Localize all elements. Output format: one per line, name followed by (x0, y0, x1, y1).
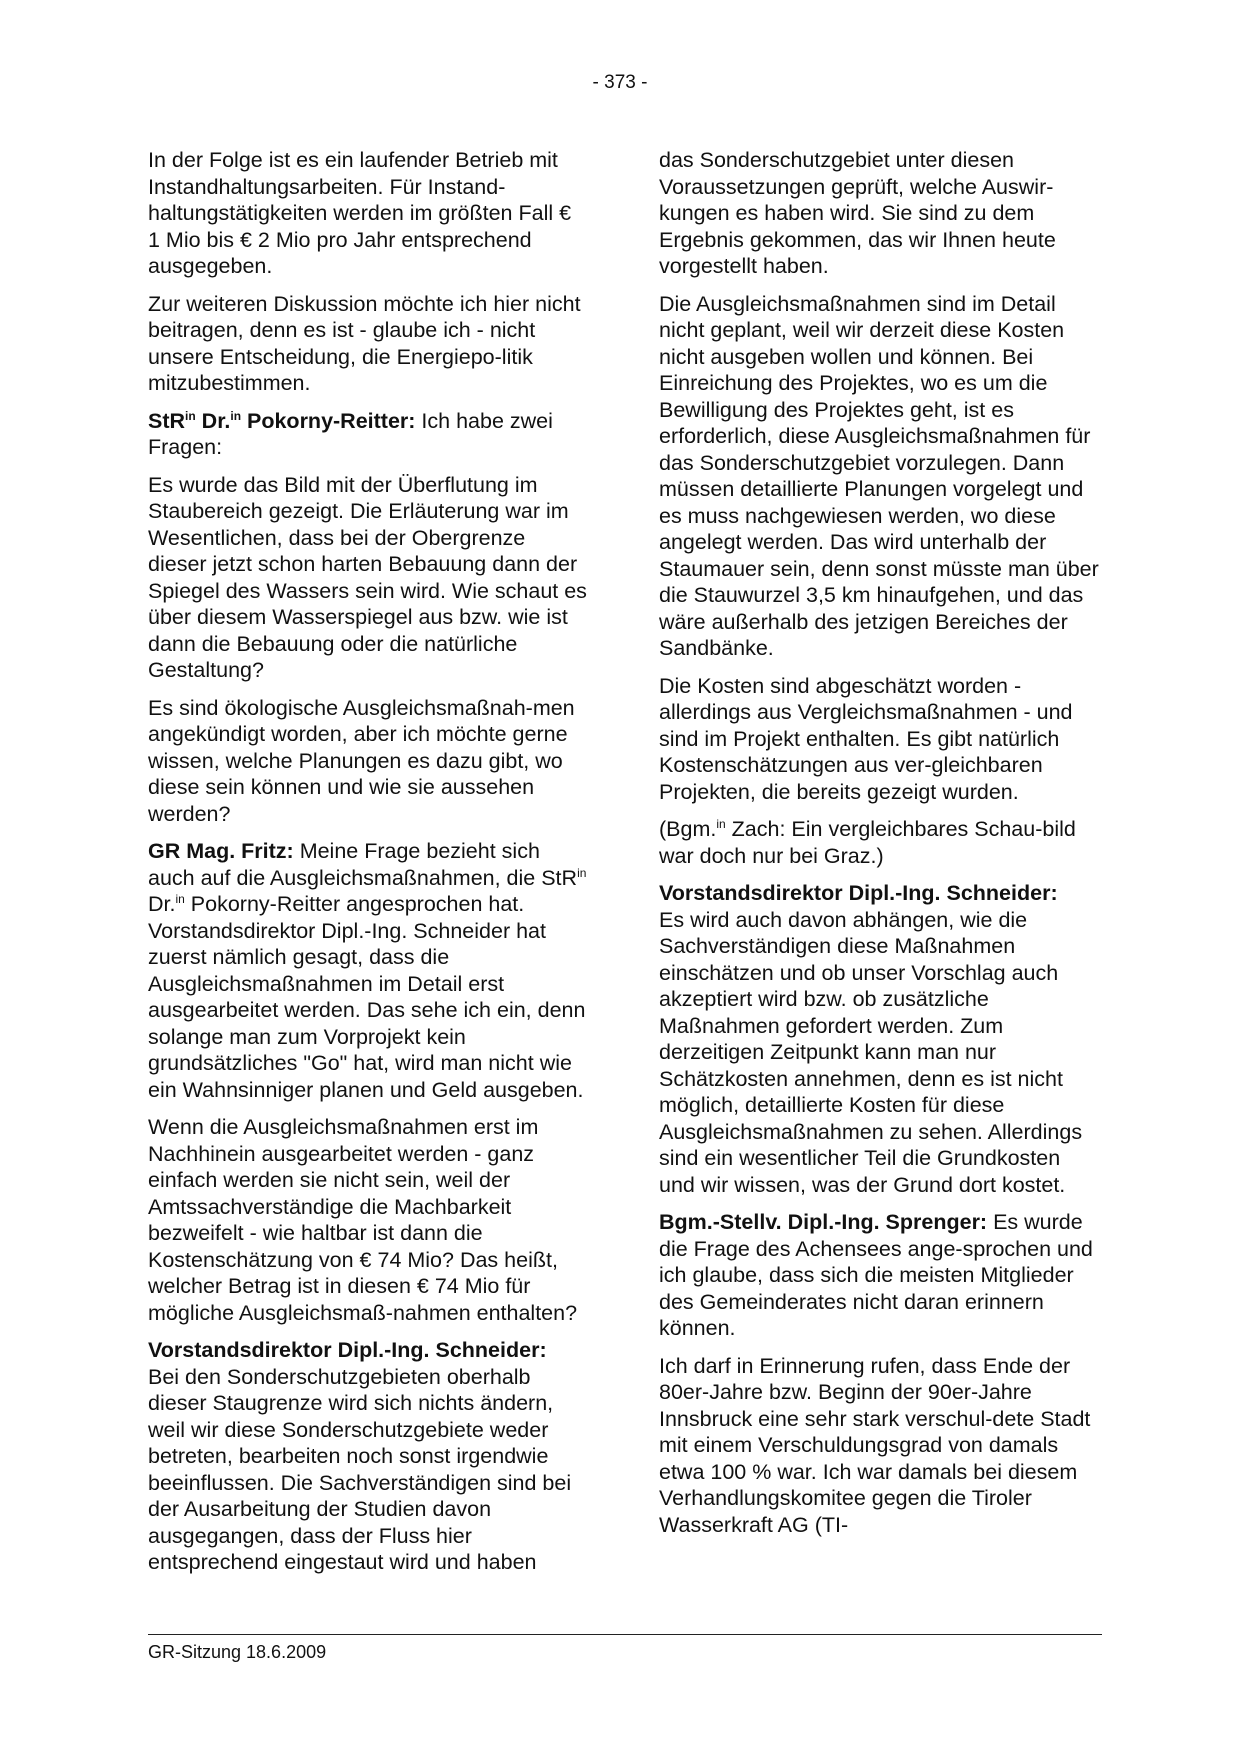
speaker-name: Bgm.-Stellv. Dipl.-Ing. Sprenger: (659, 1210, 988, 1234)
paragraph: Ich darf in Erinnerung rufen, dass Ende der 80er-Jahre bzw. Beginn der 90er-Jahre Innsbruck eine sehr stark verschul-dete Stadt mit einem Verschuldungsgrad von damals etwa 100 % war. Ich war damals bei diesem Verhandlungskomitee gegen die Tiroler Wasserkraft AG (TI- (659, 1353, 1091, 1537)
paragraph: Zur weiteren Diskussion möchte ich hier nicht beitragen, denn es ist - glaube ich - nicht unsere Entscheidung, die Energiepo-litik mitzubestimmen. (148, 291, 581, 395)
speaker-name: StR$^{in}$ Dr.$^{in}$ Pokorny-Reitter: (148, 408, 416, 433)
speech-text: Bei den Sonderschutzgebieten oberhalb dieser Staugrenze wird sich nichts ändern, weil wir diese Sonderschutzgebiete weder betreten, bearbeiten noch sonst irgendwie beeinflussen. Die Sachverständigen sind bei der Ausarbeitung der Studien davon ausgegangen, dass der Fluss hier entsprechend eingestaut wird und haben (148, 1364, 572, 1574)
speaker-paragraph (148, 408, 588, 461)
page-number: - 373 - (592, 72, 648, 93)
speaker-name: Vorstandsdirektor Dipl.-Ing. Schneider: (148, 1338, 547, 1362)
left-column (148, 147, 588, 1587)
paragraph: Wenn die Ausgleichsmaßnahmen erst im Nachhinein ausgearbeitet werden - ganz einfach werden sie nicht sein, weil der Amtssachverständige die Machbarkeit bezweifelt - wie haltbar ist dann die Kostenschätzung von € 74 Mio? Das heißt, welcher Betrag ist in diesen € 74 Mio für mögliche Ausgleichsmaß-nahmen enthalten? (148, 1115, 578, 1325)
footer-text: GR-Sitzung 18.6.2009 (148, 1642, 327, 1662)
speech-text: Ich habe zwei Fragen: (148, 408, 553, 459)
speaker-paragraph (659, 1209, 1101, 1342)
speaker-name: GR Mag. Fritz: (148, 839, 294, 863)
footer-divider (148, 1634, 1102, 1635)
speaker-paragraph (148, 838, 588, 1103)
speech-text: Meine Frage bezieht sich auch auf die Ausgleichsmaßnahmen, die StR$^{in}$ Dr.$^{in}$ Pokorny-Reitter angesprochen hat. Vorstandsdirektor Dipl.-Ing. Schneider hat zuerst nämlich gesagt, dass die Ausgleichsmaßnahmen im Detail erst ausgearbeitet werden. Das sehe ich ein, denn solange man zum Vorprojekt kein grundsätzliches "Go" hat, wird man nicht wie ein Wahnsinniger planen und Geld ausgeben. (148, 839, 587, 1102)
paragraph: das Sonderschutzgebiet unter diesen Voraussetzungen geprüft, welche Auswir-kungen es haben wird. Sie sind zu dem Ergebnis gekommen, das wir Ihnen heute vorgestellt haben. (659, 148, 1056, 278)
speaker-paragraph (148, 1337, 588, 1576)
right-column (659, 147, 1101, 1549)
paragraph: In der Folge ist es ein laufender Betrieb mit Instandhaltungsarbeiten. Für Instand-haltungstätigkeiten werden im größten Fall € 1 Mio bis € 2 Mio pro Jahr entsprechend ausgegeben. (148, 148, 572, 278)
interjection: (Bgm.$^{in}$ Zach: Ein vergleichbares Schau-bild war doch nur bei Graz.) (659, 817, 1076, 868)
paragraph: Es sind ökologische Ausgleichsmaßnah-men angekündigt worden, aber ich möchte gerne wissen, welche Planungen es dazu gibt, wo diese sein können und wie sie aussehen werden? (148, 695, 575, 826)
speaker-paragraph (659, 880, 1101, 1198)
paragraph: Es wurde das Bild mit der Überflutung im Staubereich gezeigt. Die Erläuterung war im Wesentlichen, dass bei der Obergrenze dieser jetzt schon harten Bebauung dann der Spiegel des Wassers sein wird. Wie schaut es über diesem Wasserspiegel aus bzw. wie ist dann die Bebauung oder die natürliche Gestaltung? (148, 472, 587, 682)
speech-text: Es wird auch davon abhängen, wie die Sachverständigen diese Maßnahmen einschätzen und ob unser Vorschlag auch akzeptiert wird bzw. ob zusätzliche Maßnahmen gefordert werden. Zum derzeitigen Zeitpunkt kann man nur Schätzkosten annehmen, denn es ist nicht möglich, detaillierte Kosten für diese Ausgleichsmaßnahmen zu sehen. Allerdings sind ein wesentlicher Teil die Grundkosten und wir wissen, was der Grund dort kostet. (659, 907, 1083, 1197)
paragraph: Die Ausgleichsmaßnahmen sind im Detail nicht geplant, weil wir derzeit diese Kosten nicht ausgeben wollen und können. Bei Einreichung des Projektes, wo es um die Bewilligung des Projektes geht, ist es erforderlich, diese Ausgleichsmaßnahmen für das Sonderschutzgebiet vorzulegen. Dann müssen detaillierte Planungen vorgelegt und es muss nachgewiesen werden, wo diese angelegt werden. Das wird unterhalb der Staumauer sein, denn sonst müsste man über die Stauwurzel 3,5 km hinaufgehen, und das wäre außerhalb des jetzigen Bereiches der Sandbänke. (659, 291, 1099, 660)
speaker-name: Vorstandsdirektor Dipl.-Ing. Schneider: (659, 881, 1058, 905)
speech-text: Es wurde die Frage des Achensees ange-sprochen und ich glaube, dass sich die meisten Mitglieder des Gemeinderates nicht daran erinnern können. (659, 1210, 1093, 1340)
paragraph: Die Kosten sind abgeschätzt worden - allerdings aus Vergleichsmaßnahmen - und sind im Projekt enthalten. Es gibt natürlich Kostenschätzungen aus ver-gleichbaren Projekten, die bereits gezeigt wurden. (659, 673, 1073, 804)
